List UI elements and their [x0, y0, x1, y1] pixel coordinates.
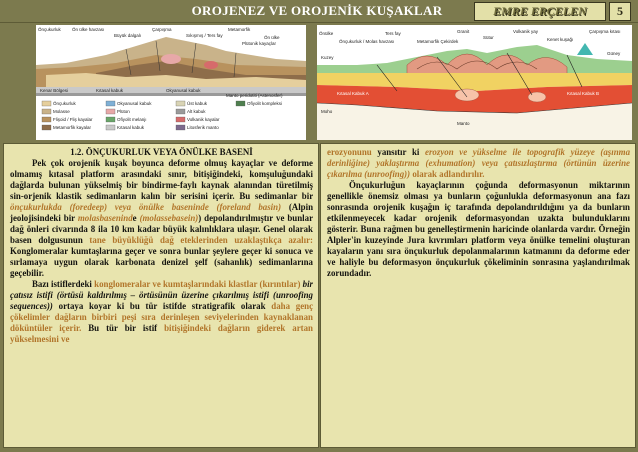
fig-label: Volkanik yay	[513, 29, 539, 34]
fig-label: Manto	[457, 121, 470, 126]
slide-header	[0, 0, 638, 23]
fig-label: Okyanusal kabuk	[166, 88, 201, 93]
text-run: ) depolandırılmıştır ve bunlar dağ önleri civarında 8 ila 10 km kadar büyük kalınlıklara ulaşır. Genel olarak basen dolgusunun	[10, 213, 314, 245]
fig-label: Manto peridotiti (Astenosfer)	[226, 93, 283, 98]
fig-label: Plütonik kayaçlar	[242, 41, 277, 46]
fig-label: Güney	[607, 51, 621, 56]
text-run: Bazı istiflerdeki	[32, 279, 92, 289]
highlight-run: bitişiğindeki dağların giderek artan yükselmesini ve	[10, 323, 313, 344]
text-run: (Alpin jeolojisindeki bir	[10, 202, 314, 223]
highlight-run: tane büyüklüğü dağ eteklerinden uzaklaştıkça azalır:	[89, 235, 313, 245]
highlight-run: erozyon ve yükselme ile topografik yüzeye (aşınma derinliğine) yaklaştırma (exhumation) veya çatısızlaştırma (örtünün üzerine çıkarılma (unroofing))	[327, 147, 631, 179]
fig-label: Kenet kuşağı	[547, 37, 574, 42]
fig-label: Metamorfik Çekirdek	[417, 39, 459, 44]
text-column-left	[10, 147, 313, 345]
text-run: Önçukurluğun kayaçlarının çoğunda deformasyonun miktarının genellikle önemsiz olması ya bunların çoğunlukla deformasyonun ana fazı sonrasında orojenik kuşağın iç tarafında depolandırıldığını ya da bunların etkilenmeyecek kadar orojenik deformasyondan uzakta bulunduklarını gösterir. Buna rağmen bu genelleştirmenin haricinde olanlarda vardır. Örneğin Alpler'in kuzeyinde Jura kıvrımları platform veya önülke temelini oluşturan kayaların yanı sıra önçukurluk depolanmalarının katmanını da deforme eder ve haliyle bu deformasyon önçukurluk çökeliminin sonrasına yaşlandırılmak zorundadır.	[327, 180, 630, 278]
text-panel-right	[320, 143, 636, 448]
fig-label: Çarpışma	[152, 27, 172, 32]
highlight-run: (molassebasein)	[139, 213, 199, 223]
fig-label: Önçukurluk / Molas havzası	[339, 39, 395, 44]
text-run: ortaya koyar ki bu tür istifde stratigrafik olarak	[58, 301, 266, 311]
fig-label: Kenar Bölgesi	[40, 88, 69, 93]
paragraph	[327, 147, 630, 180]
legend-label: Plüton	[117, 109, 130, 114]
legend-label: Kıtasal kabuk	[117, 125, 145, 130]
author-badge	[474, 2, 606, 21]
legend-label: Üst kabuk	[187, 101, 208, 106]
fig-label: Sıkışmış / Ters fay	[186, 33, 223, 38]
fig-label: Kıtasal Kabuk A	[337, 91, 369, 96]
legend-label: Alt kabuk	[187, 109, 206, 114]
legend-label: Okyanusal kabuk	[117, 101, 152, 106]
highlight-run: daha genç çökelimler dağların birbiri peşi sıra derinleşen seviyelerinden kaynaklanan döküntüler içerir.	[10, 301, 314, 333]
fig-label: Önçukurluk	[38, 27, 61, 32]
fig-label: Çarpışma kıtası	[589, 29, 621, 34]
fig-label: Ön ülke	[264, 35, 280, 40]
fig-label: Ön ülke havzası	[72, 27, 105, 32]
fig-label: Metamorfik	[228, 27, 251, 32]
paragraph	[10, 158, 313, 279]
fig-label: Moho	[321, 109, 333, 114]
fig-label: Ters fay	[385, 31, 401, 36]
legend-label: Ofiyolit melanjı	[117, 117, 147, 122]
legend-label: Ofiyolit kompleksi	[247, 101, 283, 106]
collision-cross-section-figure	[317, 25, 632, 140]
fig-label: Kuzey	[321, 55, 334, 60]
highlight-run: konglomeralar ve kumtaşlarındaki klastlar (kırıntılar)	[94, 279, 301, 289]
page-number: 5	[609, 2, 631, 21]
text-run: Pek çok orojenik kuşak boyunca deforme olmuş kayaçlar ve deforme olmamış kıtasal platform arasındaki sınır, bitişiğindeki, komşuluğundaki dağlarda bulunan yükselmiş bir bindirme-faylı kaynak alanından türetilmiş sin-orjenik klastik sedimanların kalın bir serisini içerir. Bu sedimanlar bir	[10, 158, 313, 201]
fig-label: Granit	[457, 29, 470, 34]
highlight-run: erozyonunu	[327, 147, 372, 157]
fig-label: Önülke	[319, 31, 334, 36]
section-heading: 1.2. ÖNÇUKURLUK VEYA ÖNÜLKE BASENİ	[70, 147, 253, 157]
text-column-right	[327, 147, 630, 279]
fig-label: Kıtasal kabuk	[96, 88, 124, 93]
highlight-run: olarak adlandırılır.	[412, 169, 485, 179]
legend-label: Volkanik kayalar	[187, 117, 220, 122]
legend-label: Molasse	[53, 109, 70, 114]
italic-run: bir çatısız istifi (örtüsü kaldırılmış – örtüsünün üzerine çıkarılmış istifi (unroofing sequences))	[10, 279, 314, 311]
fig-label: Kıtasal Kabuk B	[567, 91, 600, 96]
highlight-run: önçukurlukda (foredeep) veya önülke baseninde (foreland basin)	[10, 202, 282, 212]
text-run: Bu tür bir istif	[88, 323, 158, 333]
text-run: Konglomeralar kumtaşlarına geçer ve sonra bunlar şeylere geçer ki sonuca ve sırlamaya uygun olarak karbonata denizel şelf (sahanlık) sedimanlarına geçebilir.	[10, 246, 313, 278]
fig-label: Sütur	[483, 35, 494, 40]
text-run: yansıtır ki	[377, 147, 420, 157]
legend-label: Flişoid / Fliş kayalar	[53, 117, 93, 122]
legend-label: Metamorfik kayalar	[53, 125, 92, 130]
author-name: EMRE ERÇELEN	[493, 4, 587, 18]
fig-label: Büyük dalgalı	[114, 33, 142, 38]
paragraph	[10, 279, 313, 345]
paragraph	[327, 180, 630, 279]
legend-label: Önçukurluk	[53, 101, 76, 106]
text-run: e	[132, 213, 137, 223]
slide-title: OROJENEZ VE OROJENİK KUŞAKLAR	[191, 3, 443, 18]
text-panel-left	[3, 143, 319, 448]
highlight-run: molasbasenind	[77, 213, 133, 223]
legend-label: Litosferik manto	[187, 125, 219, 130]
orogen-cross-section-figure	[36, 25, 306, 140]
